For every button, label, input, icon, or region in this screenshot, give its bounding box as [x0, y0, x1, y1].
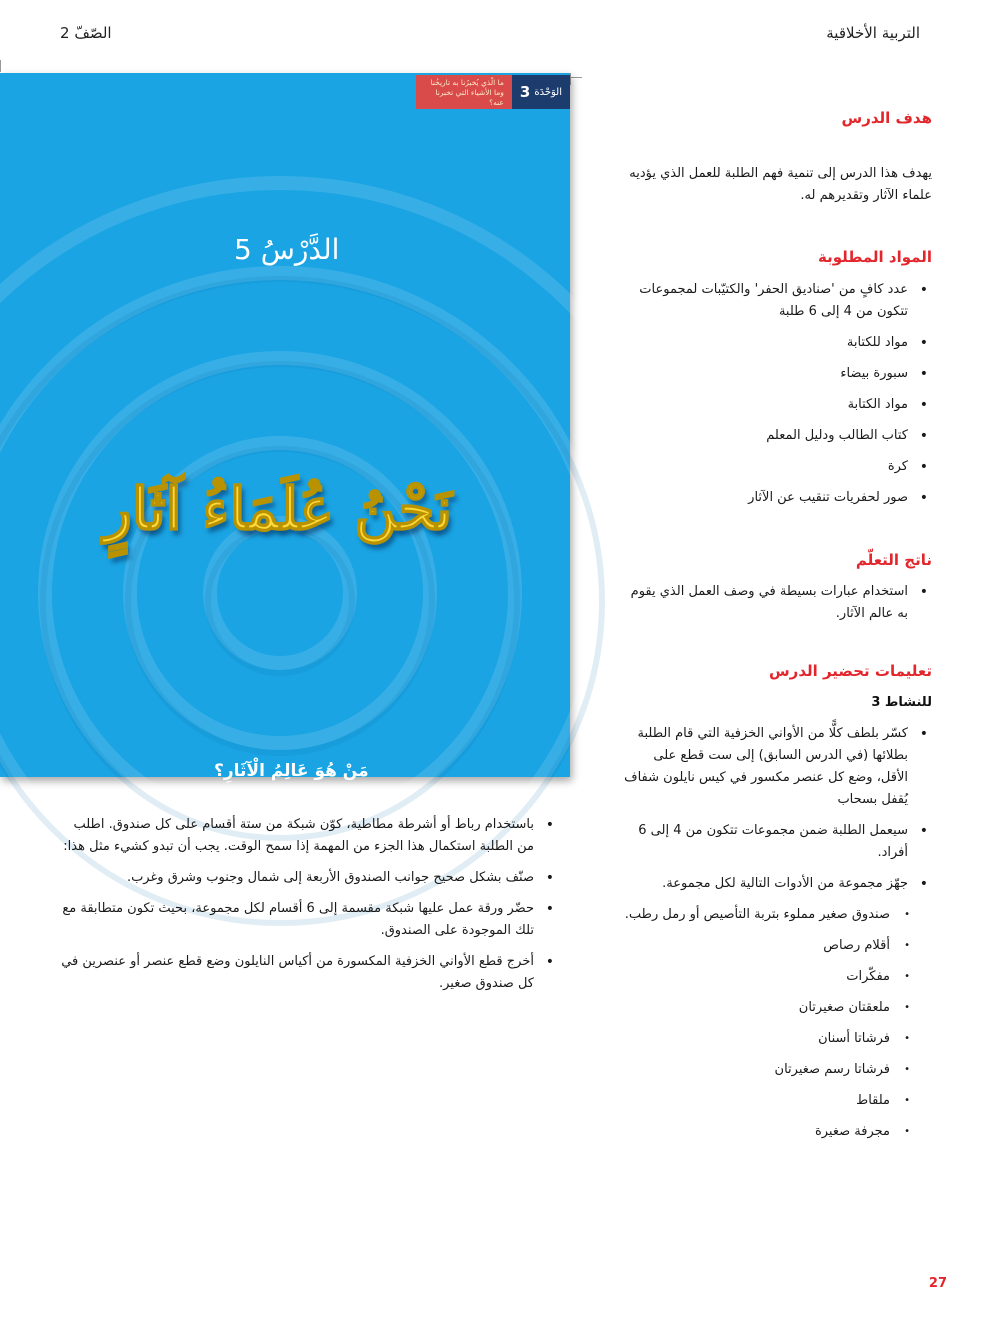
- grade-label: الصّفّ 2: [60, 24, 112, 42]
- list-item: • مجرفة صغيرة: [618, 1121, 932, 1143]
- list-item: • مواد للكتابة: [618, 332, 932, 354]
- goal-heading: هدف الدرس: [841, 109, 932, 127]
- goal-section: [618, 107, 932, 129]
- list-item: • سبورة بيضاء: [618, 363, 932, 385]
- list-item: • فرشاتا أسنان: [618, 1028, 932, 1050]
- lesson-subtitle: مَنْ هُوَ عَالِمُ الْآثَارِ؟: [214, 761, 369, 781]
- list-item: • صندوق صغير مملوء بتربة التأصيص أو رمل رطب.: [618, 904, 932, 926]
- goal-text: يهدف هذا الدرس إلى تنمية فهم الطلبة للعمل الذي يؤديه علماء الآثار وتقديرهم له.: [629, 166, 932, 203]
- list-item: • عدد كافٍ من 'صناديق الحفر' والكتيّبات لمجموعات تتكون من 4 إلى 6 طلبة: [618, 279, 932, 323]
- tools-list: [618, 904, 932, 1143]
- list-item: • صنّف بشكل صحيح جوانب الصندوق الأربعة إلى شمال وجنوب وشرق وغرب.: [58, 867, 558, 889]
- subject-label: التربية الأخلاقية: [826, 24, 920, 42]
- materials-heading: [618, 246, 932, 268]
- outcome-list: [618, 581, 932, 625]
- outcome-heading: ناتج التعلّم: [855, 551, 932, 569]
- list-item: • ملقاط: [618, 1090, 932, 1112]
- unit-number: 3: [519, 83, 531, 101]
- list-item: • أقلام رصاص: [618, 935, 932, 957]
- unit-question: ما الّذي يُخبرُنا به تاريخُنا وما الأشياء التي تخبرنا عنه؟: [416, 75, 512, 109]
- list-item: • كتاب الطالب ودليل المعلم: [618, 425, 932, 447]
- materials-heading-text: المواد المطلوبة: [818, 248, 932, 266]
- outcome-section: [618, 549, 932, 571]
- left-list: [58, 814, 558, 995]
- list-item: • جهّز مجموعة من الأدوات التالية لكل مجموعة.: [618, 873, 932, 895]
- list-item: • سيعمل الطلبة ضمن مجموعات تتكون من 4 إلى 6 أفراد.: [618, 820, 932, 864]
- list-item: • كرة: [618, 456, 932, 478]
- list-item: • فرشاتا رسم صغيرتان: [618, 1059, 932, 1081]
- materials-list: [618, 279, 932, 509]
- list-item: • مواد الكتابة: [618, 394, 932, 416]
- list-item: • ملعقتان صغيرتان: [618, 997, 932, 1019]
- prep-heading: تعليمات تحضير الدرس: [768, 662, 932, 680]
- materials-section: [618, 279, 932, 518]
- activity-label: للنشاط 3: [871, 695, 932, 710]
- student-book-page: [0, 73, 570, 831]
- page-number: 27: [928, 1276, 947, 1291]
- ripple-background: [0, 73, 570, 777]
- lesson-title: نَحْنُ عُلَمَاءُ آثَارٍ: [103, 475, 453, 543]
- unit-box: [512, 75, 570, 109]
- list-item: • استخدام عبارات بسيطة في وصف العمل الذي يقوم به عالم الآثار.: [618, 581, 932, 625]
- list-item: • كسّر بلطف كلًّا من الأواني الخزفية التي قام الطلبة بطلائها (في الدرس السابق) إلى ست قطع على الأقل، وضع كل عنصر مكسور في كيس نايلون شفاف يُقفل بسحاب: [618, 723, 932, 811]
- lesson-number: الدَّرْسُ 5: [234, 233, 340, 266]
- list-item: • مفكّرات: [618, 966, 932, 988]
- outcome-list-wrap: [618, 581, 932, 634]
- prep-list: [618, 723, 932, 895]
- list-item: • حضّر ورقة عمل عليها شبكة مقسمة إلى 6 أقسام لكل مجموعة، بحيث تكون متطابقة مع تلك الموجودة على الصندوق.: [58, 898, 558, 942]
- unit-tag: [416, 75, 570, 109]
- crop-mark: [0, 60, 1, 72]
- list-item: • أخرج قطع الأواني الخزفية المكسورة من أكياس النايلون وضع قطع عنصر أو عنصرين في كل صندوق صغير.: [58, 951, 558, 995]
- unit-label: الوَحْدَة: [534, 86, 562, 98]
- activity-label-wrap: [618, 692, 932, 714]
- list-item: • باستخدام رباط أو أشرطة مطاطية، كوّن شبكة من ستة أقسام على كل صندوق. اطلب من الطلبة استكمال هذا الجزء من المهمة إذا سمح الوقت. يجب أن تبدو كشيء مثل هذا:: [58, 814, 558, 858]
- crop-mark: [570, 77, 582, 78]
- book-page-number: 27: [541, 822, 552, 831]
- list-item: • صور لحفريات تنقيب عن الآثار: [618, 487, 932, 509]
- prep-list-wrap: [618, 723, 932, 1152]
- prep-section: [618, 660, 932, 682]
- left-instructions: [58, 814, 558, 1004]
- crop-mark: [570, 73, 571, 85]
